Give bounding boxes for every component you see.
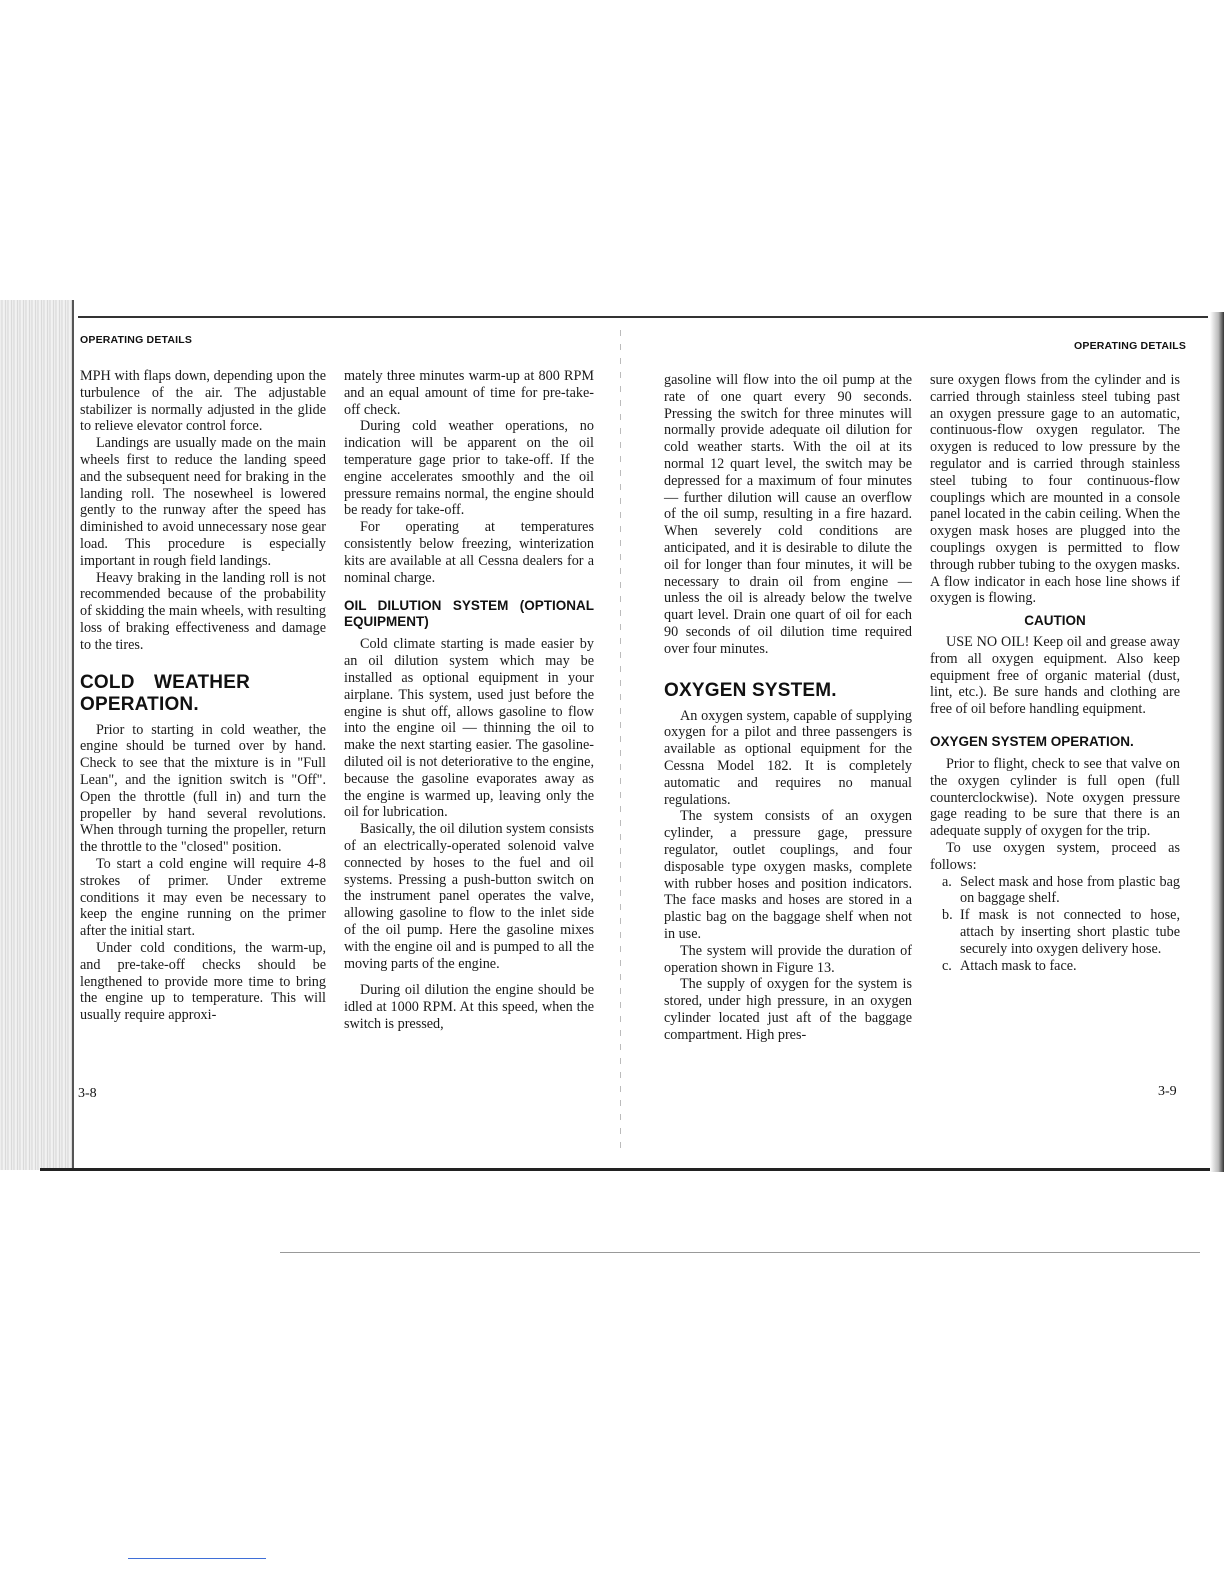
underline-artifact bbox=[128, 1558, 266, 1559]
column-4 bbox=[930, 372, 1180, 974]
list-item bbox=[930, 907, 1180, 957]
paragraph: To use oxygen system, proceed as follows: bbox=[930, 839, 1180, 873]
scan-bed-edge bbox=[280, 1252, 1200, 1253]
list-item-text: If mask is not connected to hose, attach by inserting short plastic tube securely into oxygen delivery hose. bbox=[960, 907, 1180, 957]
paragraph: The system will provide the duration of operation shown in Figure 13. bbox=[664, 942, 912, 976]
section-heading: OXYGEN SYSTEM OPERATION. bbox=[930, 733, 1134, 749]
paragraph: Landings are usually made on the main wheels first to reduce the landing speed and the subsequent need for braking in the landing roll. The nosewheel is lowered gently to the runway after the speed has diminished to avoid unnecessary nose gear load. This procedure is especially important in rough field landings. bbox=[80, 435, 326, 569]
section-heading: OXYGEN SYSTEM. bbox=[664, 679, 837, 701]
paragraph: An oxygen system, capable of supplying oxygen for a pilot and three passengers is available as optional equipment for the Cessna Model 182. It is completely automatic and requires no manual regulations. bbox=[664, 707, 912, 808]
center-gutter bbox=[620, 330, 621, 1150]
paragraph: mately three minutes warm-up at 800 RPM and an equal amount of time for pre-take-off check. bbox=[344, 368, 594, 418]
running-head-right: OPERATING DETAILS bbox=[1074, 340, 1187, 352]
list-item bbox=[930, 958, 1180, 975]
paragraph: During oil dilution the engine should be idled at 1000 RPM. At this speed, when the switch is pressed, bbox=[344, 982, 594, 1032]
list-marker: b. bbox=[942, 907, 953, 924]
page-curl-right bbox=[1210, 312, 1224, 1172]
paragraph: The supply of oxygen for the system is stored, under high pressure, in an oxygen cylinder located just aft of the baggage compartment. High pres- bbox=[664, 976, 912, 1043]
page-number-left: 3-8 bbox=[78, 1086, 97, 1101]
paragraph: Heavy braking in the landing roll is not recommended because of the probability of skidding the main wheels, with resulting loss of braking effectiveness and damage to the tires. bbox=[80, 569, 326, 653]
section-heading: OIL DILUTION SYSTEM (OPTIONAL EQUIPMENT) bbox=[344, 598, 594, 630]
section-heading: COLD WEATHER OPERATION. bbox=[80, 671, 250, 715]
paragraph: During cold weather operations, no indication will be apparent on the oil temperature gage prior to take-off. If the engine accelerates smoothly and the oil pressure remains normal, the engine should be ready for take-off. bbox=[344, 418, 594, 519]
paragraph: Under cold conditions, the warm-up, and pre-take-off checks should be lengthened to provide more time to bring the engine up to temperature. This will usually require approxi- bbox=[80, 939, 326, 1024]
list-item-text: Attach mask to face. bbox=[960, 957, 1077, 974]
paragraph: Prior to flight, check to see that valve on the oxygen cylinder is full open (full counterclockwise). Note oxygen pressure gage reading to be sure that there is an adequate supply of oxygen for the trip. bbox=[930, 755, 1180, 840]
column-3 bbox=[664, 372, 912, 1043]
list-marker: a. bbox=[942, 873, 952, 890]
list-item bbox=[930, 874, 1180, 908]
caution-heading: CAUTION bbox=[1024, 613, 1086, 629]
paragraph: Basically, the oil dilution system consists of an electrically-operated solenoid valve connected by hoses to the fuel and oil systems. Pressing a push-button switch on the instrument panel operates the valve, allowing gasoline to flow to the inlet side of the oil pump. Here the gasoline mixes with the engine oil and is pumped to all the moving parts of the engine. bbox=[344, 821, 594, 972]
list-marker: c. bbox=[942, 957, 952, 974]
list-item-text: Select mask and hose from plastic bag on baggage shelf. bbox=[960, 873, 1180, 907]
page-number-right: 3-9 bbox=[1158, 1084, 1177, 1099]
book-binding-edge bbox=[0, 300, 74, 1170]
paragraph: gasoline will flow into the oil pump at the rate of one quart every 90 seconds. Pressing the switch for three minutes will normally provide adequate oil dilution for cold weather starts. With the oil at its normal 12 quart level, the switch may be depressed for a maximum of four minutes — further dilution will cause an overflow of the oil sump, resulting in a fire hazard. When severely cold conditions are anticipated, and it is desirable to dilute the oil for longer than four minutes, it will be necessary to drain oil from engine — unless the oil is already below the twelve quart level. Drain one quart of oil for each 90 seconds of oil dilution time required over four minutes. bbox=[664, 372, 912, 657]
top-page-edge bbox=[78, 316, 1208, 318]
paragraph: Prior to starting in cold weather, the engine should be turned over by hand. Check to see that the mixture is in "Full Lean", and the ignition switch is "Off". Open the throttle (full in) and turn the propeller by hand several revolutions. When through turning the propeller, return the throttle to the "closed" position. bbox=[80, 721, 326, 856]
paragraph: For operating at temperatures consistently below freezing, winterization kits are available at all Cessna dealers for a nominal charge. bbox=[344, 519, 594, 586]
paragraph: MPH with flaps down, depending upon the turbulence of the air. The adjustable stabilizer is normally adjusted in the glide to relieve elevator control force. bbox=[80, 368, 326, 435]
column-1 bbox=[80, 368, 326, 1024]
procedure-list bbox=[930, 874, 1180, 975]
paragraph: sure oxygen flows from the cylinder and is carried through stainless steel tubing past an oxygen pressure gage to an automatic, continuous-flow oxygen regulator. The oxygen is reduced to low pressure by the regulator and is carried through stainless steel tubing to four continuous-flow couplings which are mounted in a console panel located in the cabin ceiling. When the oxygen mask hoses are plugged into the couplings oxygen is permitted to flow through rubber tubing to the oxygen masks. A flow indicator in each hose line shows if oxygen is flowing. bbox=[930, 372, 1180, 607]
bottom-page-edge bbox=[40, 1168, 1210, 1171]
paragraph: To start a cold engine will require 4-8 strokes of primer. Under extreme conditions it may even be necessary to keep the engine running on the primer after the initial start. bbox=[80, 855, 326, 940]
paragraph: The system consists of an oxygen cylinder, a pressure gage, pressure regulator, outlet couplings, and four disposable type oxygen masks, complete with rubber hoses and position indicators. The face masks and hoses are stored in a plastic bag on the baggage shelf when not in use. bbox=[664, 808, 912, 942]
caution-text: USE NO OIL! Keep oil and grease away from all oxygen equipment. Also keep equipment free of organic material (dust, lint, etc.). Be sure hands and clothing are free of oil before handling equipment. bbox=[930, 633, 1180, 718]
column-2 bbox=[344, 368, 594, 1033]
paragraph: Cold climate starting is made easier by an oil dilution system which may be installed as optional equipment in your airplane. This system, used just before the engine is shut off, allows gasoline to flow into the engine oil — thinning the oil to make the next starting easier. The gasoline-diluted oil is not deteriorative to the engine, because the gasoline evaporates away as the engine is warmed up, leaving only the oil for lubrication. bbox=[344, 636, 594, 821]
running-head-left: OPERATING DETAILS bbox=[80, 334, 193, 346]
